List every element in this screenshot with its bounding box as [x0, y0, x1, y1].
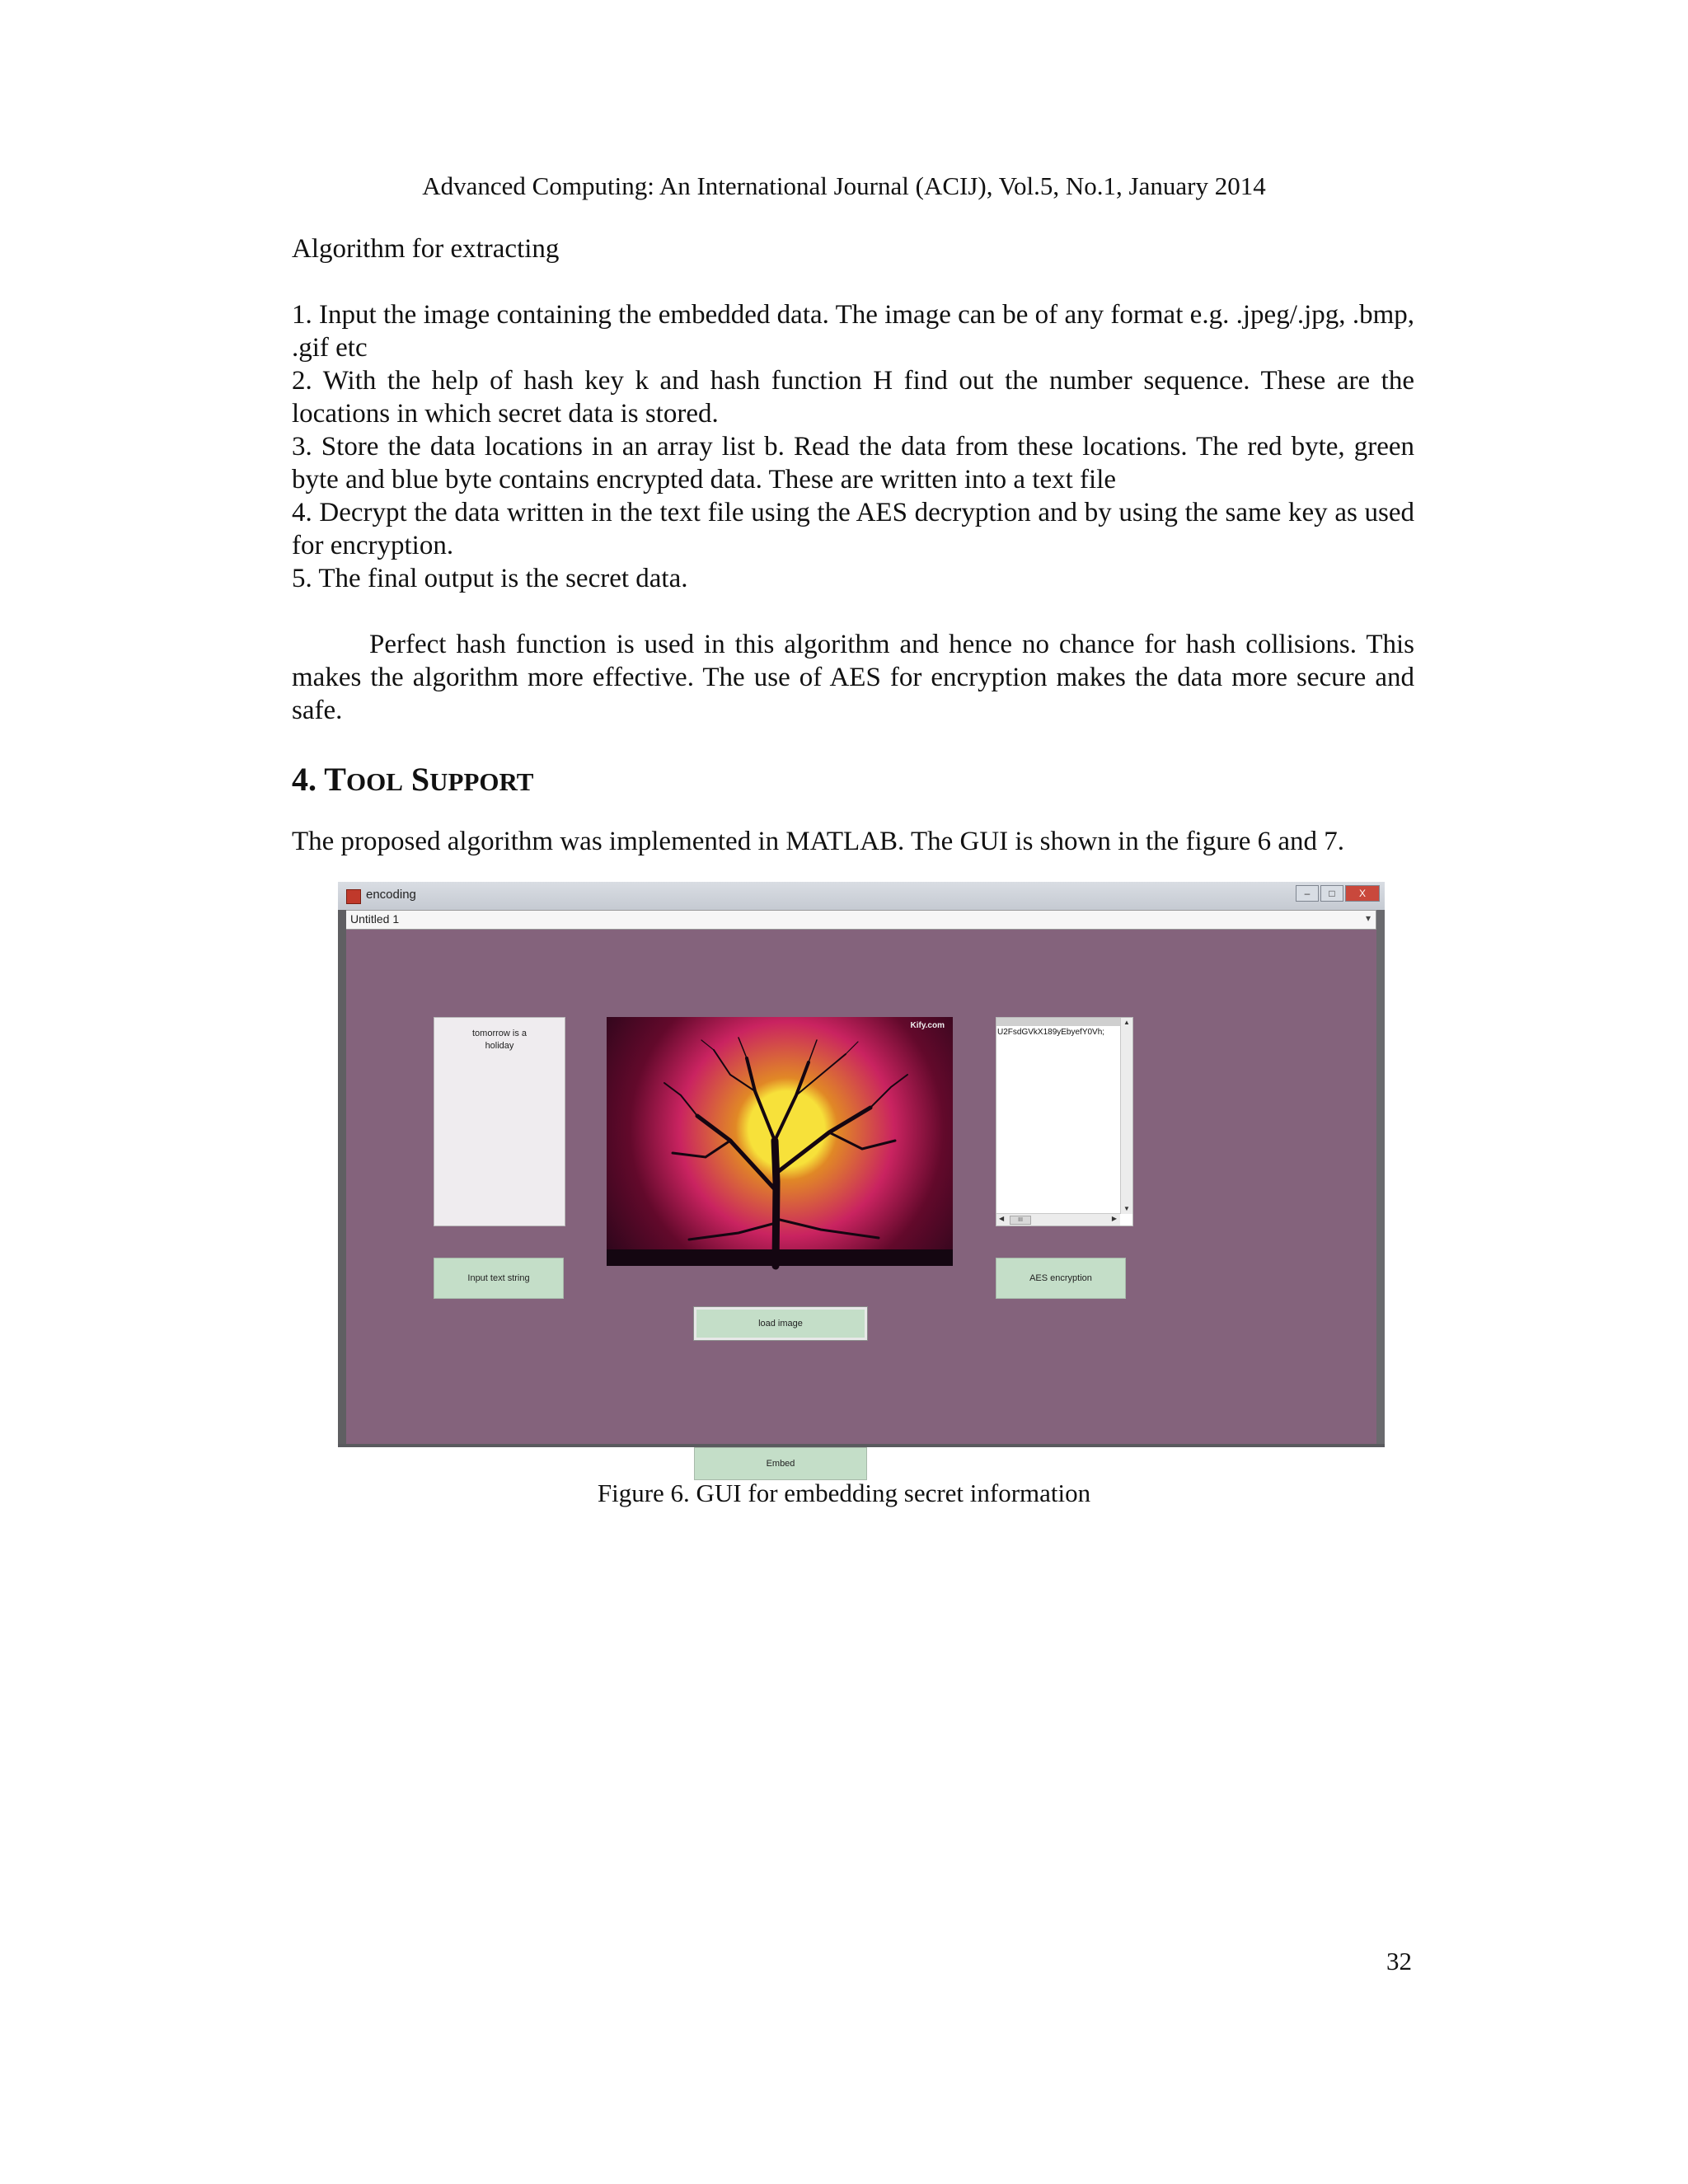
window-title: encoding	[366, 888, 416, 902]
running-header: Advanced Computing: An International Journal (ACIJ), Vol.5, No.1, January 2014	[422, 171, 1266, 200]
input-text-button[interactable]: Input text string	[434, 1258, 564, 1299]
scroll-left-icon[interactable]: ◀	[999, 1215, 1005, 1222]
window-frame-left	[338, 910, 346, 1447]
scroll-right-icon[interactable]: ▶	[1111, 1215, 1117, 1222]
summary-paragraph: Perfect hash function is used in this algorithm and hence no chance for hash collisions. This makes the algorithm more effective. The use of AES for encryption makes the data more secure and safe.	[292, 630, 1414, 725]
scroll-thumb[interactable]: III	[1010, 1216, 1031, 1225]
vertical-scrollbar[interactable]	[1120, 1018, 1132, 1214]
chevron-down-icon: ▾	[1365, 912, 1371, 924]
extract-heading: Algorithm for extracting	[292, 234, 560, 264]
step-4: 4. Decrypt the data written in the text file using the AES decryption and by using the same key as used for encryption.	[292, 498, 1414, 560]
output-highlight	[996, 1018, 1120, 1026]
encrypted-output-box[interactable]	[996, 1017, 1133, 1226]
load-image-button[interactable]: load image	[694, 1307, 867, 1340]
minimize-button[interactable]: –	[1296, 885, 1319, 902]
scroll-down-icon[interactable]: ▼	[1123, 1205, 1130, 1212]
window-frame-bottom	[338, 1444, 1385, 1447]
step-1: 1. Input the image containing the embedded data. The image can be of any format e.g. .jpeg/.jpg, .bmp, .gif etc	[292, 300, 1414, 363]
maximize-button[interactable]: □	[1320, 885, 1343, 902]
figure-caption: Figure 6. GUI for embedding secret information	[597, 1479, 1091, 1507]
tool-paragraph: The proposed algorithm was implemented in MATLAB. The GUI is shown in the figure 6 and 7.	[292, 827, 1345, 856]
window-controls	[1294, 885, 1380, 902]
step-5: 5. The final output is the secret data.	[292, 564, 688, 593]
section-heading: 4. TOOL SUPPORT	[292, 761, 534, 798]
file-dropdown[interactable]	[345, 910, 1376, 930]
page-number: 32	[1386, 1947, 1412, 1975]
aes-encryption-button[interactable]: AES encryption	[996, 1258, 1126, 1299]
step-2: 2. With the help of hash key k and hash function H find out the number sequence. These are the locations in which secret data is stored.	[292, 366, 1414, 429]
scroll-up-icon[interactable]: ▲	[1123, 1019, 1130, 1026]
tree-silhouette-icon	[607, 1017, 953, 1266]
image-watermark: Kify.com	[910, 1021, 945, 1030]
cover-image	[607, 1017, 953, 1266]
step-3: 3. Store the data locations in an array list b. Read the data from these locations. The red byte, green byte and blue byte contains encrypted data. These are written into a text file	[292, 432, 1414, 494]
embed-button[interactable]: Embed	[694, 1447, 867, 1480]
window-frame-right	[1376, 910, 1385, 1447]
window-titlebar[interactable]	[338, 882, 1385, 910]
close-button[interactable]: X	[1345, 885, 1380, 902]
input-text-box[interactable]	[434, 1017, 565, 1226]
horizontal-scrollbar[interactable]	[996, 1213, 1120, 1226]
gui-figure	[338, 882, 1385, 1469]
encrypted-text: U2FsdGVkX189yEbyefY0Vh;	[997, 1028, 1105, 1037]
gui-canvas	[346, 930, 1376, 1469]
input-text-value: tomorrow is a holiday	[471, 1029, 528, 1051]
matlab-app-icon	[346, 889, 361, 904]
dropdown-value: Untitled 1	[350, 912, 400, 926]
